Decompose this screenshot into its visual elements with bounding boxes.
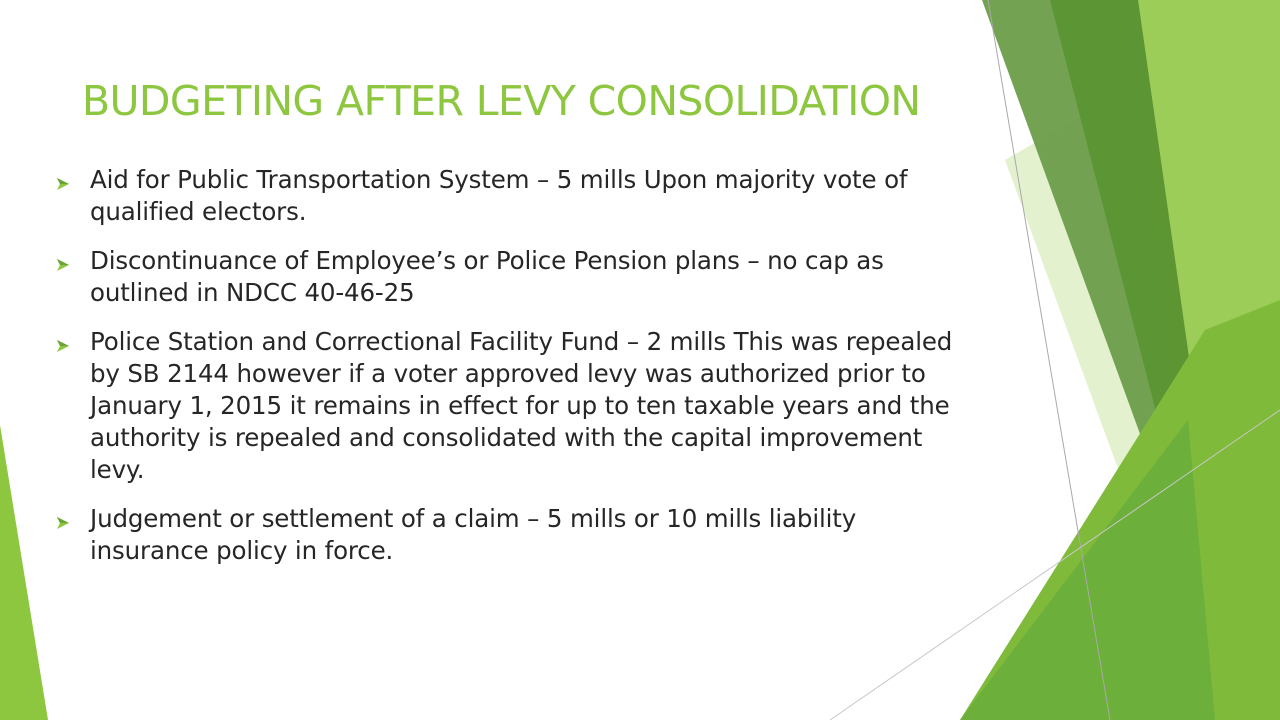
bullet-text: Aid for Public Transportation System – 5 mills Upon majority vote of qualified electors. <box>90 165 908 226</box>
mid-green-triangle <box>960 420 1215 720</box>
slide-title: BUDGETING AFTER LEVY CONSOLIDATION <box>82 77 921 125</box>
bullet-item <box>56 503 956 567</box>
bullet-text: Judgement or settlement of a claim – 5 mills or 10 mills liability insurance policy in force. <box>90 504 857 565</box>
bullet-text: Police Station and Correctional Facility Fund – 2 mills This was repealed by SB 2144 however if a voter approved levy was authorized prior to January 1, 2015 it remains in effect for up to ten taxable years and the authority is repealed and consolidated with the capital improvement levy. <box>90 327 953 484</box>
left-accent-shape <box>0 425 48 720</box>
bullet-item <box>56 164 956 228</box>
arrowhead-bullet-icon <box>56 339 70 353</box>
arrowhead-bullet-icon <box>56 258 70 272</box>
bullet-text: Discontinuance of Employee’s or Police Pension plans – no cap as outlined in NDCC 40-46-25 <box>90 246 884 307</box>
bullet-item <box>56 326 956 486</box>
arrowhead-bullet-icon <box>56 516 70 530</box>
arrowhead-bullet-icon <box>56 177 70 191</box>
bullet-list <box>56 164 956 584</box>
bullet-item <box>56 245 956 309</box>
